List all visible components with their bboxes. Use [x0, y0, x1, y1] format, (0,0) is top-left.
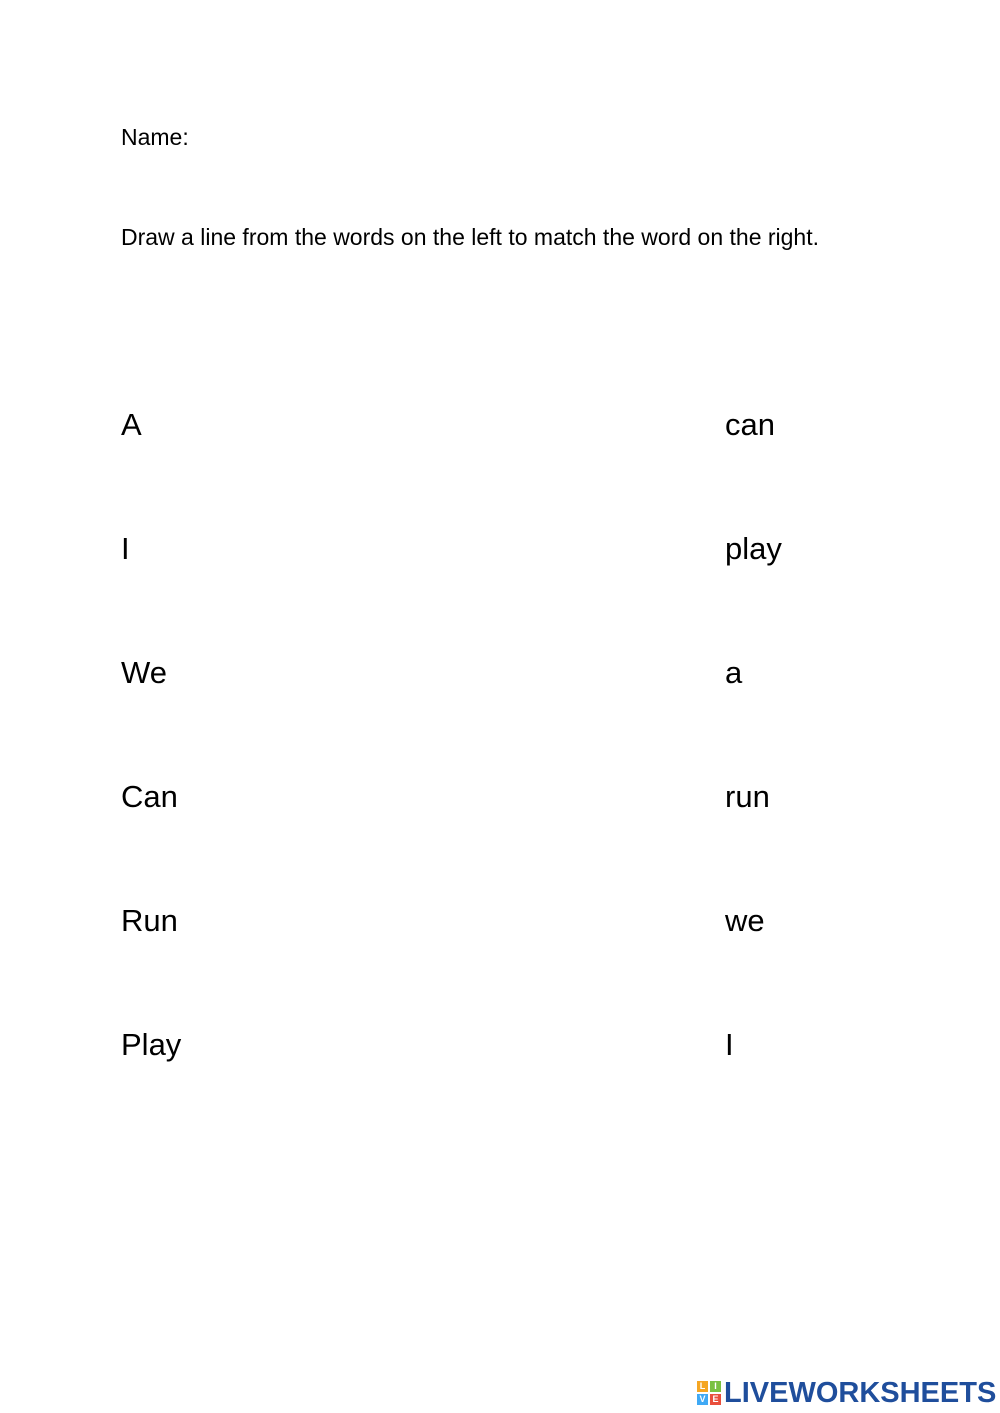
right-word[interactable]: a	[725, 655, 743, 690]
left-word[interactable]: We	[121, 655, 167, 690]
right-word[interactable]: I	[725, 1027, 734, 1062]
left-word[interactable]: Play	[121, 1027, 182, 1062]
match-row	[0, 901, 1000, 951]
match-row	[0, 1025, 1000, 1075]
logo-text: LIVEWORKSHEETS	[724, 1376, 997, 1409]
liveworksheets-logo	[697, 1376, 996, 1410]
left-word[interactable]: I	[121, 531, 130, 566]
right-word[interactable]: we	[725, 903, 765, 938]
match-row	[0, 529, 1000, 579]
match-row	[0, 777, 1000, 827]
logo-square-l: L	[697, 1381, 708, 1392]
match-row	[0, 405, 1000, 455]
name-label: Name:	[121, 124, 189, 150]
match-row	[0, 653, 1000, 703]
logo-square-e: E	[710, 1394, 721, 1405]
left-word[interactable]: A	[121, 407, 142, 442]
right-word[interactable]: run	[725, 779, 770, 814]
left-word[interactable]: Run	[121, 903, 178, 938]
left-word[interactable]: Can	[121, 779, 178, 814]
instruction-text: Draw a line from the words on the left to match the word on the right.	[121, 224, 820, 250]
right-word[interactable]: can	[725, 407, 775, 442]
right-word[interactable]: play	[725, 531, 782, 566]
logo-square-i: I	[710, 1381, 721, 1392]
logo-mark-icon	[697, 1381, 721, 1405]
logo-square-v: V	[697, 1394, 708, 1405]
